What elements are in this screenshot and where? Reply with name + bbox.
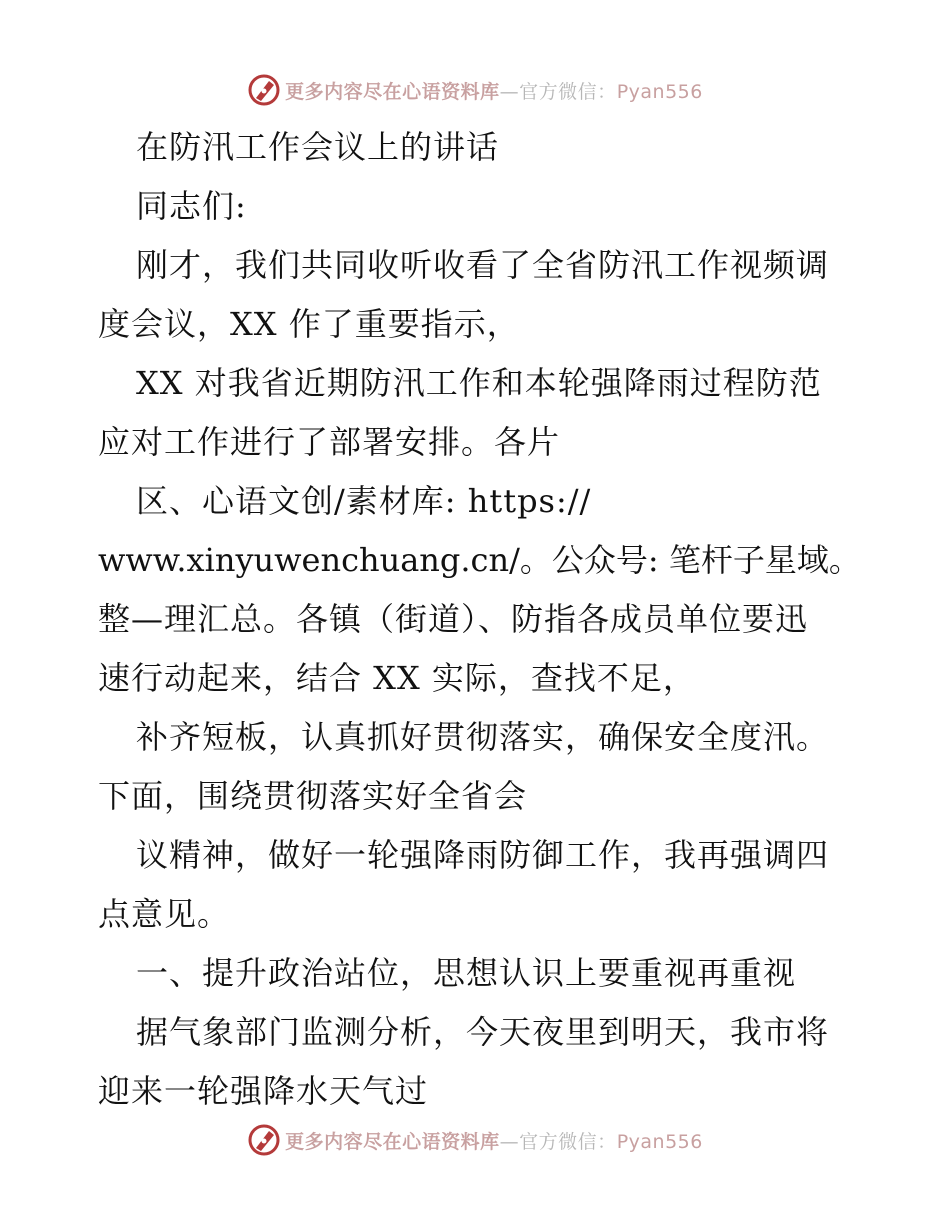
- text-line: www.xinyuwenchuang.cn/。公众号: 笔杆子星域。: [98, 541, 861, 579]
- text-line: 刚才，我们共同收听收看了全省防汛工作视频调: [136, 246, 830, 284]
- text-line: 速行动起来，结合 XX 实际，查找不足，: [98, 659, 696, 697]
- text-line: 应对工作进行了部署安排。各片: [98, 423, 561, 461]
- section-heading: 一、提升政治站位，思想认识上要重视再重视: [136, 954, 797, 992]
- text-line: 下面，围绕贯彻落实好全省会: [98, 777, 528, 815]
- pen-nib-logo-icon: [247, 1123, 281, 1157]
- watermark-banner-bottom: [0, 1120, 950, 1160]
- watermark-banner-top: [0, 70, 950, 110]
- document-title: 在防汛工作会议上的讲话: [136, 128, 500, 166]
- text-line: 度会议，XX 作了重要指示，: [98, 305, 520, 343]
- text-line: XX 对我省近期防汛工作和本轮强降雨过程防范: [136, 364, 822, 402]
- text-line: 据气象部门监测分析，今天夜里到明天，我市将: [136, 1013, 830, 1051]
- text-line: 区、心语文创/素材库: https://: [136, 482, 592, 520]
- watermark-text: 更多内容尽在心语资料库—官方微信：Pyan556: [285, 80, 703, 103]
- text-line: 议精神，做好一轮强降雨防御工作，我再强调四: [136, 836, 830, 874]
- text-line: 迎来一轮强降水天气过: [98, 1072, 429, 1110]
- watermark-text: 更多内容尽在心语资料库—官方微信：Pyan556: [285, 1130, 703, 1153]
- pen-nib-logo-icon: [247, 73, 281, 107]
- text-line: 点意见。: [98, 895, 231, 933]
- text-line: 补齐短板，认真抓好贯彻落实，确保安全度汛。: [136, 718, 830, 756]
- text-line: 整—理汇总。各镇（街道）、防指各成员单位要迅: [98, 600, 809, 638]
- salutation: 同志们:: [136, 187, 247, 225]
